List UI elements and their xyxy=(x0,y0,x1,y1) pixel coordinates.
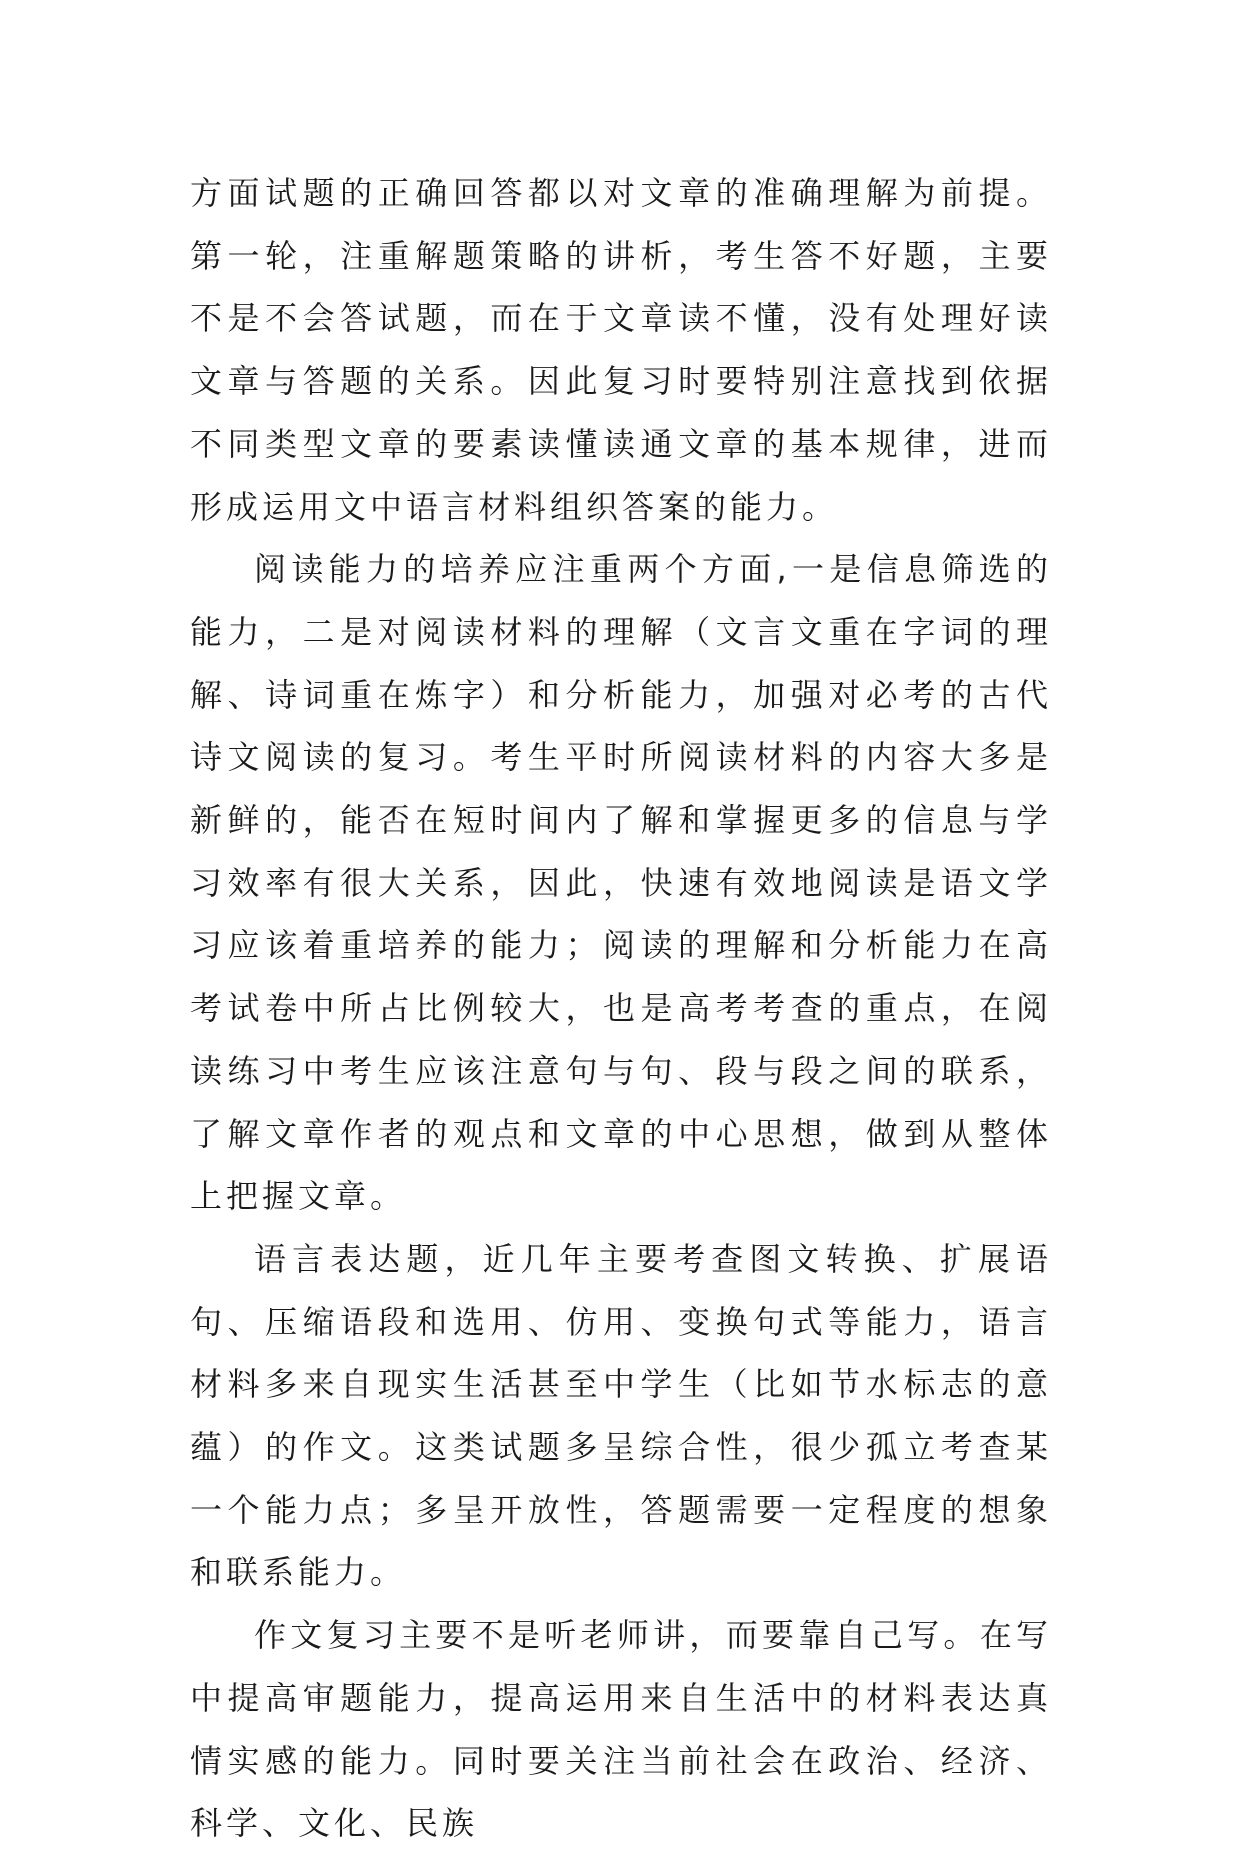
paragraph-4: 作文复习主要不是听老师讲，而要靠自己写。在写中提高审题能力，提高运用来自生活中的材料表达真情实感的能力。同时要关注当前社会在政治、经济、科学、文化、民族 xyxy=(190,1616,1052,1843)
document-body xyxy=(190,162,1052,1855)
paragraph-3: 语言表达题，近几年主要考查图文转换、扩展语句、压缩语段和选用、仿用、变换句式等能力，语言材料多来自现实生活甚至中学生（比如节水标志的意蕴）的作文。这类试题多呈综合性，很少孤立考查某一个能力点；多呈开放性，答题需要一定程度的想象和联系能力。 xyxy=(190,1239,1052,1592)
paragraph-2: 阅读能力的培养应注重两个方面,一是信息筛选的能力，二是对阅读材料的理解（文言文重在字词的理解、诗词重在炼字）和分析能力，加强对必考的古代诗文阅读的复习。考生平时所阅读材料的内容大多是新鲜的，能否在短时间内了解和掌握更多的信息与学习效率有很大关系，因此，快速有效地阅读是语文学习应该着重培养的能力；阅读的理解和分析能力在高考试卷中所占比例较大，也是高考考查的重点，在阅读练习中考生应该注意句与句、段与段之间的联系，了解文章作者的观点和文章的中心思想，做到从整体上把握文章。 xyxy=(190,550,1052,1216)
paragraph-1: 方面试题的正确回答都以对文章的准确理解为前提。第一轮，注重解题策略的讲析，考生答不好题，主要不是不会答试题，而在于文章读不懂，没有处理好读文章与答题的关系。因此复习时要特别注意找到依据不同类型文章的要素读懂读通文章的基本规律，进而形成运用文中语言材料组织答案的能力。 xyxy=(190,174,1052,526)
